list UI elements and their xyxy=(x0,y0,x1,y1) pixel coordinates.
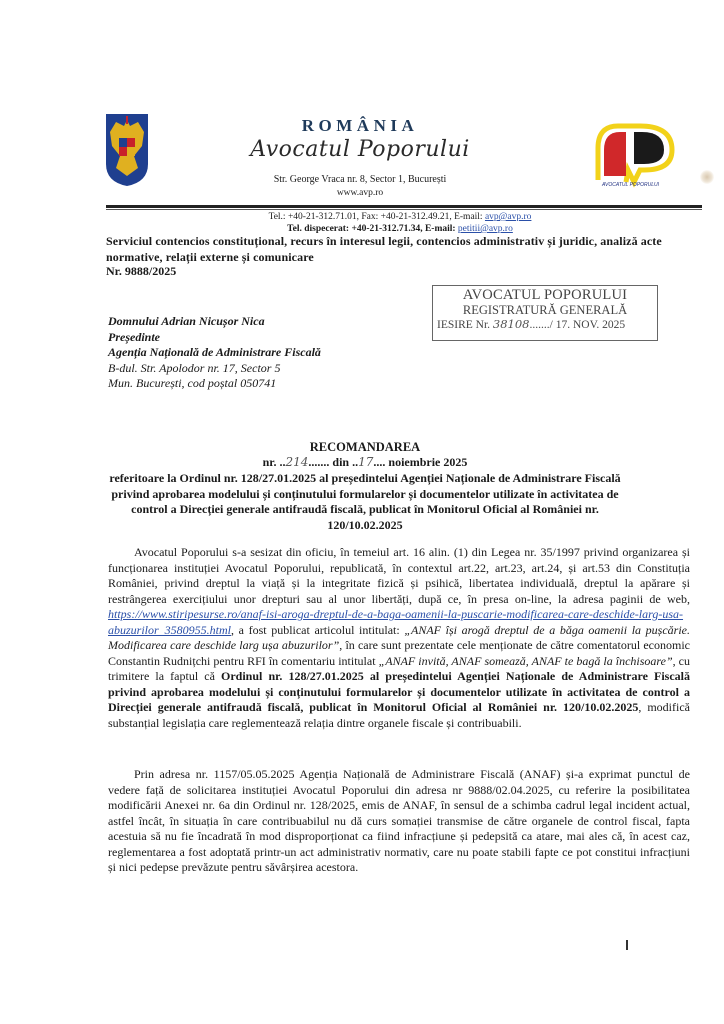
contact-line-1 xyxy=(120,212,680,222)
p1-text-e: , modifică substanțial legislația care reglementează relația dintre organele fiscale și contribuabili. xyxy=(108,700,691,730)
p1-text-d: , cu trimitere la faptul că xyxy=(108,653,691,683)
registry-stamp xyxy=(432,285,658,341)
nr-handwritten: 214 xyxy=(285,455,309,469)
scan-smudge xyxy=(700,170,714,184)
header-divider-thin xyxy=(106,209,702,210)
petitions-email-link[interactable]: petitii@avp.ro xyxy=(457,224,513,234)
comment-title: „ANAF invită, ANAF somează, ANAF te bagă la închisoare” xyxy=(378,653,673,668)
contact-line-2 xyxy=(120,224,680,234)
article-title: „ANAF își arogă dreptul de a băga oamenii la pușcărie. Modificarea care deschide larg ușa abuzurilor” xyxy=(108,622,690,652)
dispatch-phone: Tel. dispecerat: +40-21-312.71.34, E-mail: xyxy=(287,224,458,234)
addressee-agency: Agenția Națională de Administrare Fiscală xyxy=(108,345,321,359)
document-number-line xyxy=(100,455,630,471)
p1-text-a: Avocatul Poporului s-a sesizat din oficiu, în temeiul art. 16 alin. (1) din Legea nr. 35/1997 privind organizarea și funcționarea instituției Avocatul Poporului, republicată, în contextul art.22, art.23, art.24, și art.53 din Constituția României, privind dreptul la viață și la integritate fizică și psihică, libertatea individuală, dreptul la apărare și restrângerea exercițiului unor drepturi sau al unor libertăți, după ce, în presa on-line, la adresa paginii de web, xyxy=(108,545,690,606)
contact-phone-fax: Tel.: +40-21-312.71.01, Fax: +40-21-312.49.21, E-mail: xyxy=(268,212,485,222)
nr-mid: ....... din .. xyxy=(308,455,359,469)
document-reference: referitoare la Ordinul nr. 128/27.01.2025 al președintelui Agenției Naționale de Administrare Fiscală privind aprobarea modelului și conținutului formularelor și documentelor utilizate în activitatea de control a Direcției generale antifraudă fiscală, publicat în Monitorul Oficial al României nr. 120/10.02.2025 xyxy=(109,471,621,532)
stamp-exit-label: IESIRE Nr. xyxy=(437,319,491,331)
document-heading: RECOMANDAREA xyxy=(309,440,421,454)
contact-email-link[interactable]: avp@avp.ro xyxy=(484,212,532,222)
stamp-date: 17. NOV. 2025 xyxy=(555,319,626,331)
paragraph-2: Prin adresa nr. 1157/05.05.2025 Agenția Națională de Administrare Fiscală (ANAF) și-a exprimat punctul de vedere față de solicitarea instituției Avocatul Poporului din adresa nr 9888/02.04.2025, cu referire la posibilitatea modificării Anexei nr. 6a din Ordinul nr. 128/2025, emis de ANAF, în sensul de a schimba cadrul legal incident actual, astfel încât, în situația în care contribuabilul nu dă curs somației transmise de către organele de control fiscal, fapta acestuia să nu fie încadrată în mod disproporționat ca fiind infracțiune și pedepsită ca atare, mai ales că, în acest caz, reglementarea a fost adoptată printr-un act administrativ normativ, care nu poate stabili fapte ce pot constitui infracțiuni și nici pedepse prevăzute pentru săvârșirea acestora. xyxy=(108,767,690,874)
paragraph-1 xyxy=(108,545,690,731)
romania-coat-of-arms-icon xyxy=(104,112,150,188)
article-link[interactable]: https://www.stiripesurse.ro/anaf-isi-aroga-dreptul-de-a-baga-oamenii-la-puscarie-modificarea-care-deschide-larg-usa-abuzurilor_3580955.html xyxy=(108,607,684,637)
stamp-exit-line xyxy=(433,317,657,331)
addressee-name: Domnului Adrian Nicușor Nica xyxy=(108,314,265,328)
department-name: Serviciul contencios constituțional, recurs în interesul legii, contencios administrativ și juridic, analiză acte normative, relații externe și comunicare xyxy=(106,234,662,264)
stamp-exit-number: 38108 xyxy=(492,317,530,331)
page-mark xyxy=(626,940,628,950)
addressee-city: Mun. București, cod poștal 050741 xyxy=(108,376,277,390)
p1-text-b: , a fost publicat articolul intitulat: xyxy=(231,622,405,637)
registration-number: Nr. 9888/2025 xyxy=(106,264,177,278)
stamp-separator: ......./ xyxy=(529,319,553,331)
addressee-street: B-dul. Str. Apolodor nr. 17, Sector 5 xyxy=(108,360,281,375)
p1-text-c: , în care sunt prezentate cele menționate de către comentatorul economic Constantin Rudnițchi pentru RFI în comentariu intitulat xyxy=(108,638,690,668)
nr-prefix: nr. .. xyxy=(262,455,286,469)
order-reference: Ordinul nr. 128/27.01.2025 al președintelui Agenției Naționale de Administrare Fiscală privind aprobarea modelului și conținutului formularelor și documentelor utilizate în activitatea de control a Direcției generale antifraudă fiscală, publicat în Monitorul Oficial al României nr. 120/10.02.2025 xyxy=(108,669,690,714)
stamp-institution: AVOCATUL POPORULUI xyxy=(462,287,628,303)
nr-suffix: .... noiembrie 2025 xyxy=(373,455,468,469)
header-website[interactable]: www.avp.ro xyxy=(336,188,384,198)
logo-caption: AVOCATUL POPORULUI xyxy=(602,182,660,188)
avocatul-poporului-logo-icon xyxy=(588,120,678,188)
header-country: ROMÂNIA xyxy=(301,116,419,135)
header-institution-name: Avocatul Poporului xyxy=(250,137,470,162)
header-divider-thick xyxy=(106,205,702,208)
addressee-title: Președinte xyxy=(108,329,160,344)
header-address: Str. George Vraca nr. 8, Sector 1, București xyxy=(273,174,447,185)
stamp-registry: REGISTRATURĂ GENERALĂ xyxy=(462,303,628,317)
addressee-block xyxy=(108,314,321,392)
day-handwritten: 17 xyxy=(358,455,374,469)
